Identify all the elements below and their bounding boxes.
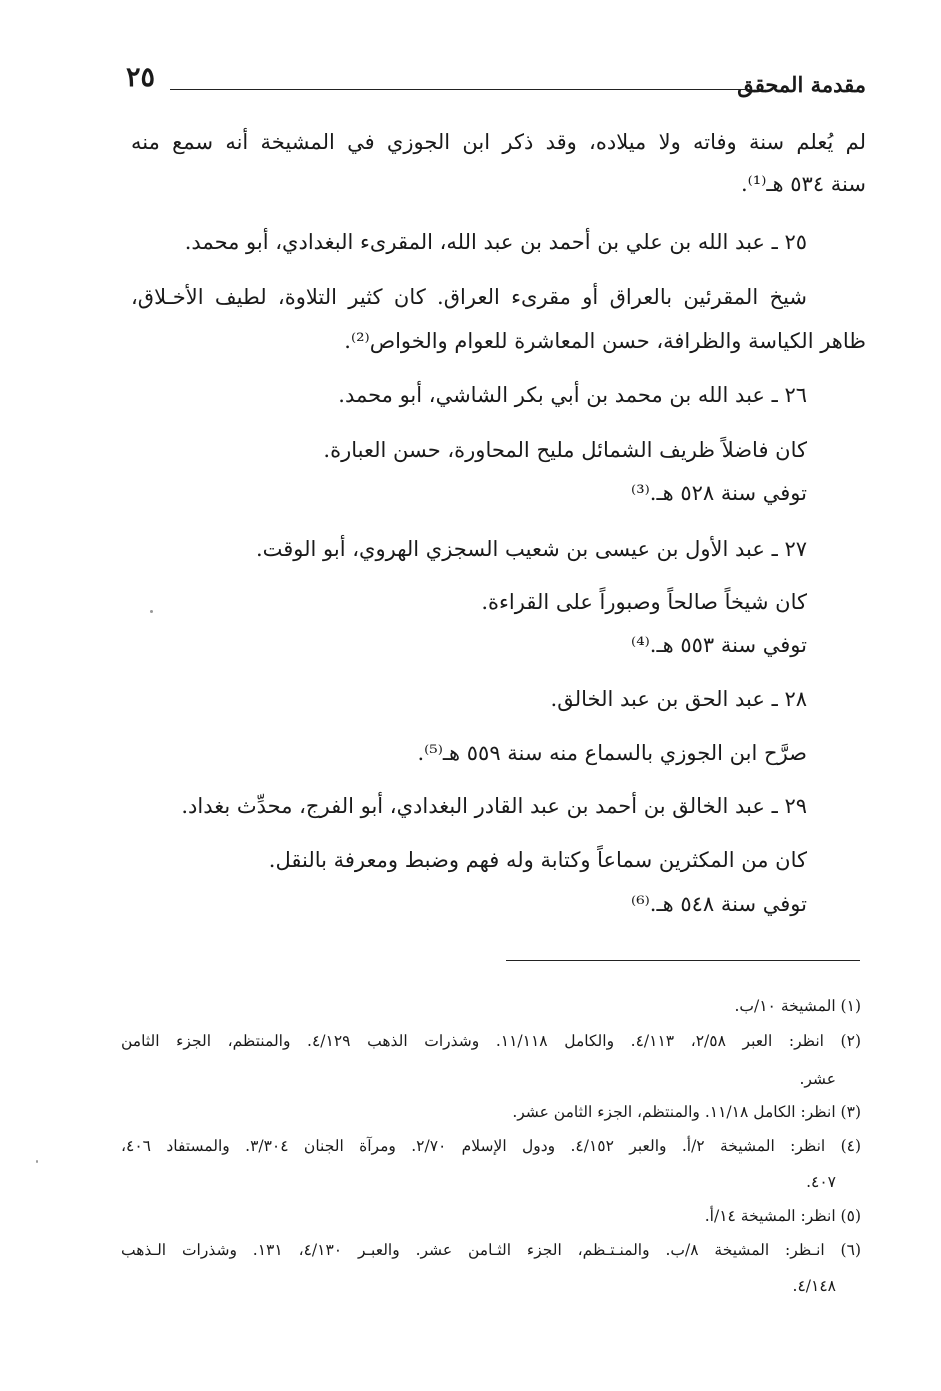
- footnote: (٤) انظر: المشيخة ٢/أ. والعبر ٤/١٥٢. ودول الإسلام ٢/٧٠. ومرآة الجنان ٣/٣٠٤. والمستفاد ٤٠٦،: [121, 1137, 862, 1155]
- footnote: (٢) انظر: العبر ٢/٥٨، ٤/١١٣. والكامل ١١/١١٨. وشذرات الذهب ٤/١٢٩. والمنتظم، الجزء الثامن: [121, 1032, 861, 1050]
- footnote: (١) المشيخة ١٠/ب.: [734, 997, 861, 1015]
- entry-heading: ٢٧ ـ عبد الأول بن عيسى بن شعيب السجزي الهروي، أبو الوقت.: [255, 537, 807, 561]
- header-rule: [170, 89, 751, 90]
- body-line: توفي سنة ٥٥٣ هـ.⁽⁴⁾: [631, 633, 807, 657]
- entry-heading: ٢٥ ـ عبد الله بن علي بن أحمد بن عبد الله، المقرىء البغدادي، أبو محمد.: [184, 230, 807, 254]
- body-line: توفي سنة ٥٤٨ هـ.⁽⁶⁾: [631, 892, 807, 916]
- running-header-title: مقدمة المحقق: [737, 72, 866, 97]
- footnote: (٦) انـظر: المشيخة ٨/ب. والمنـتـظم، الجزء الثـامن عشر. والعبـر ٤/١٣٠، ١٣١. وشذرات الـذهب: [121, 1241, 861, 1259]
- body-line: لم يُعلم سنة وفاته ولا ميلاده، وقد ذكر ابن الجوزي في المشيخة أنه سمع منه: [131, 130, 866, 154]
- page-number: ٢٥: [126, 62, 156, 93]
- body-line: سنة ٥٣٤ هـ⁽¹⁾.: [740, 172, 866, 196]
- footnote-rule: [506, 960, 860, 961]
- entry-heading: ٢٦ ـ عبد الله بن محمد بن أبي بكر الشاشي، أبو محمد.: [338, 383, 807, 407]
- footnote-continuation: ٤/١٤٨.: [792, 1277, 836, 1295]
- body-line: كان من المكثرين سماعاً وكتابة وله فهم وضبط ومعرفة بالنقل.: [268, 848, 807, 872]
- speck: [150, 610, 153, 613]
- body-line: ظاهر الكياسة والظرافة، حسن المعاشرة للعوام والخواص⁽²⁾.: [344, 329, 866, 353]
- entry-heading: ٢٩ ـ عبد الخالق بن أحمد بن عبد القادر البغدادي، أبو الفرج، محدِّث بغداد.: [181, 794, 807, 818]
- speck: [36, 1160, 38, 1163]
- footnote-continuation: عشر.: [799, 1070, 836, 1088]
- body-line: كان فاضلاً ظريف الشمائل مليح المحاورة، حسن العبارة.: [323, 438, 807, 462]
- body-line: شيخ المقرئين بالعراق أو مقرىء العراق. كان كثير التلاوة، لطيف الأخـلاق،: [131, 285, 807, 309]
- body-line: كان شيخاً صالحاً وصبوراً على القراءة.: [481, 590, 807, 614]
- footnote: (٥) انظر: المشيخة ١٤/أ.: [704, 1207, 861, 1225]
- footnote-continuation: ٤٠٧.: [806, 1173, 836, 1191]
- body-line: صرَّح ابن الجوزي بالسماع منه سنة ٥٥٩ هـ⁽⁵⁾.: [417, 741, 807, 765]
- body-line: توفي سنة ٥٢٨ هـ.⁽³⁾: [631, 481, 807, 505]
- footnote: (٣) انظر: الكامل ١١/١٨. والمنتظم، الجزء الثامن عشر.: [512, 1103, 861, 1121]
- entry-heading: ٢٨ ـ عبد الحق بن عبد الخالق.: [550, 687, 807, 711]
